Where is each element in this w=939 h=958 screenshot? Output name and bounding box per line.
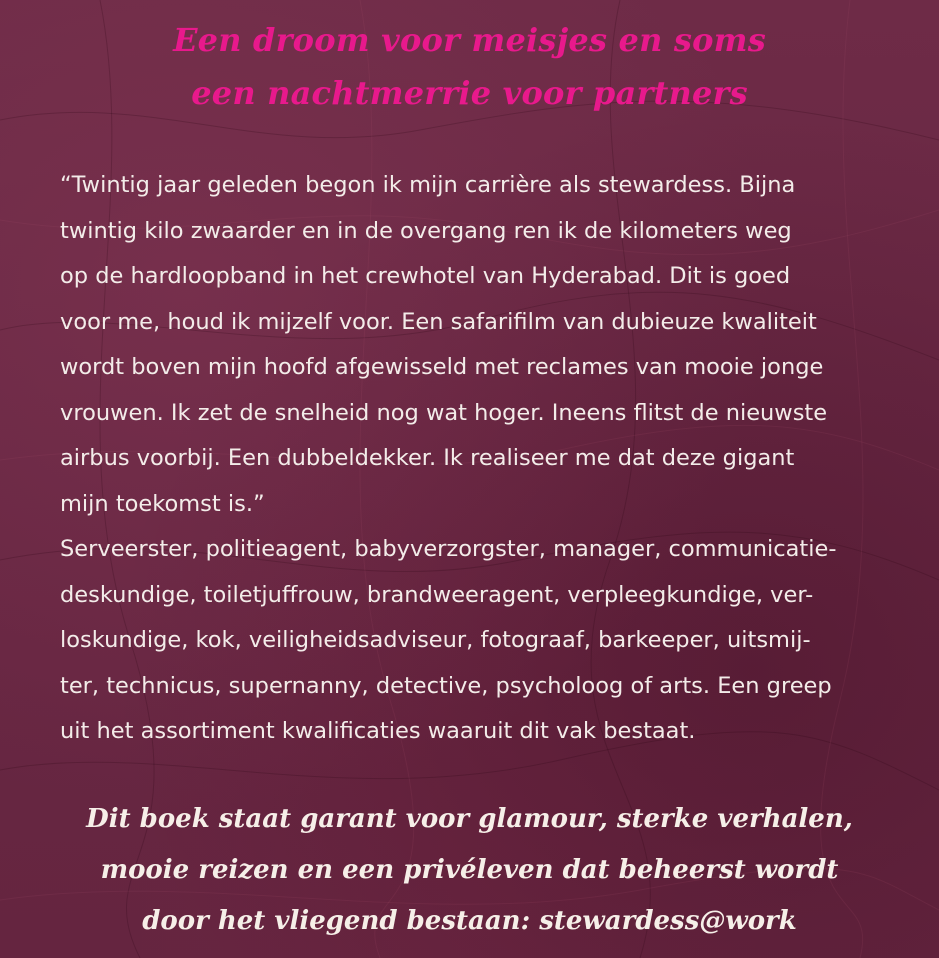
quote-line: mijn toekomst is.”	[60, 490, 265, 517]
quote-line: airbus voorbij. Een dubbeldekker. Ik realiseer me dat deze gigant	[60, 445, 795, 471]
description-line: Serveerster, politieagent, babyverzorgster, manager, communicatie-	[60, 536, 837, 562]
quote-line: vrouwen. Ik zet de snelheid nog wat hoger. Ineens flitst de nieuwste	[60, 399, 828, 426]
description-line: loskundige, kok, veiligheidsadviseur, fotograaf, barkeeper, uitsmij-	[60, 627, 811, 653]
tagline-line-2: mooie reizen en een privéleven dat beheerst wordt	[100, 855, 839, 885]
headline	[0, 14, 939, 120]
tagline-line-1: Dit boek staat garant voor glamour, sterke verhalen,	[86, 804, 853, 834]
quote-line: wordt boven mijn hoofd afgewisseld met reclames van mooie jonge	[60, 354, 824, 380]
description-line: deskundige, toiletjuffrouw, brandweeragent, verpleegkundige, ver-	[60, 581, 814, 608]
description-paragraph	[60, 527, 900, 755]
headline-line-1: Een droom voor meisjes en soms	[173, 21, 766, 59]
quote-line: twintig kilo zwaarder en in de overgang ren ik de kilometers weg	[60, 217, 792, 244]
quote-line: voor me, houd ik mijzelf voor. Een safarifilm van dubieuze kwaliteit	[60, 308, 817, 335]
quote-line: “Twintig jaar geleden begon ik mijn carrière als stewardess. Bijna	[60, 172, 796, 198]
tagline	[0, 794, 939, 947]
quote-line: op de hardloopband in het crewhotel van Hyderabad. Dit is goed	[60, 263, 791, 289]
description-line: uit het assortiment kwalificaties waaruit dit vak bestaat.	[60, 718, 696, 744]
description-line: ter, technicus, supernanny, detective, psycholoog of arts. Een greep	[60, 672, 832, 699]
body-text	[60, 163, 900, 755]
headline-line-2: een nachtmerrie voor partners	[191, 74, 748, 112]
quote-paragraph	[60, 163, 900, 527]
tagline-line-3: door het vliegend bestaan: stewardess@work	[142, 906, 797, 936]
